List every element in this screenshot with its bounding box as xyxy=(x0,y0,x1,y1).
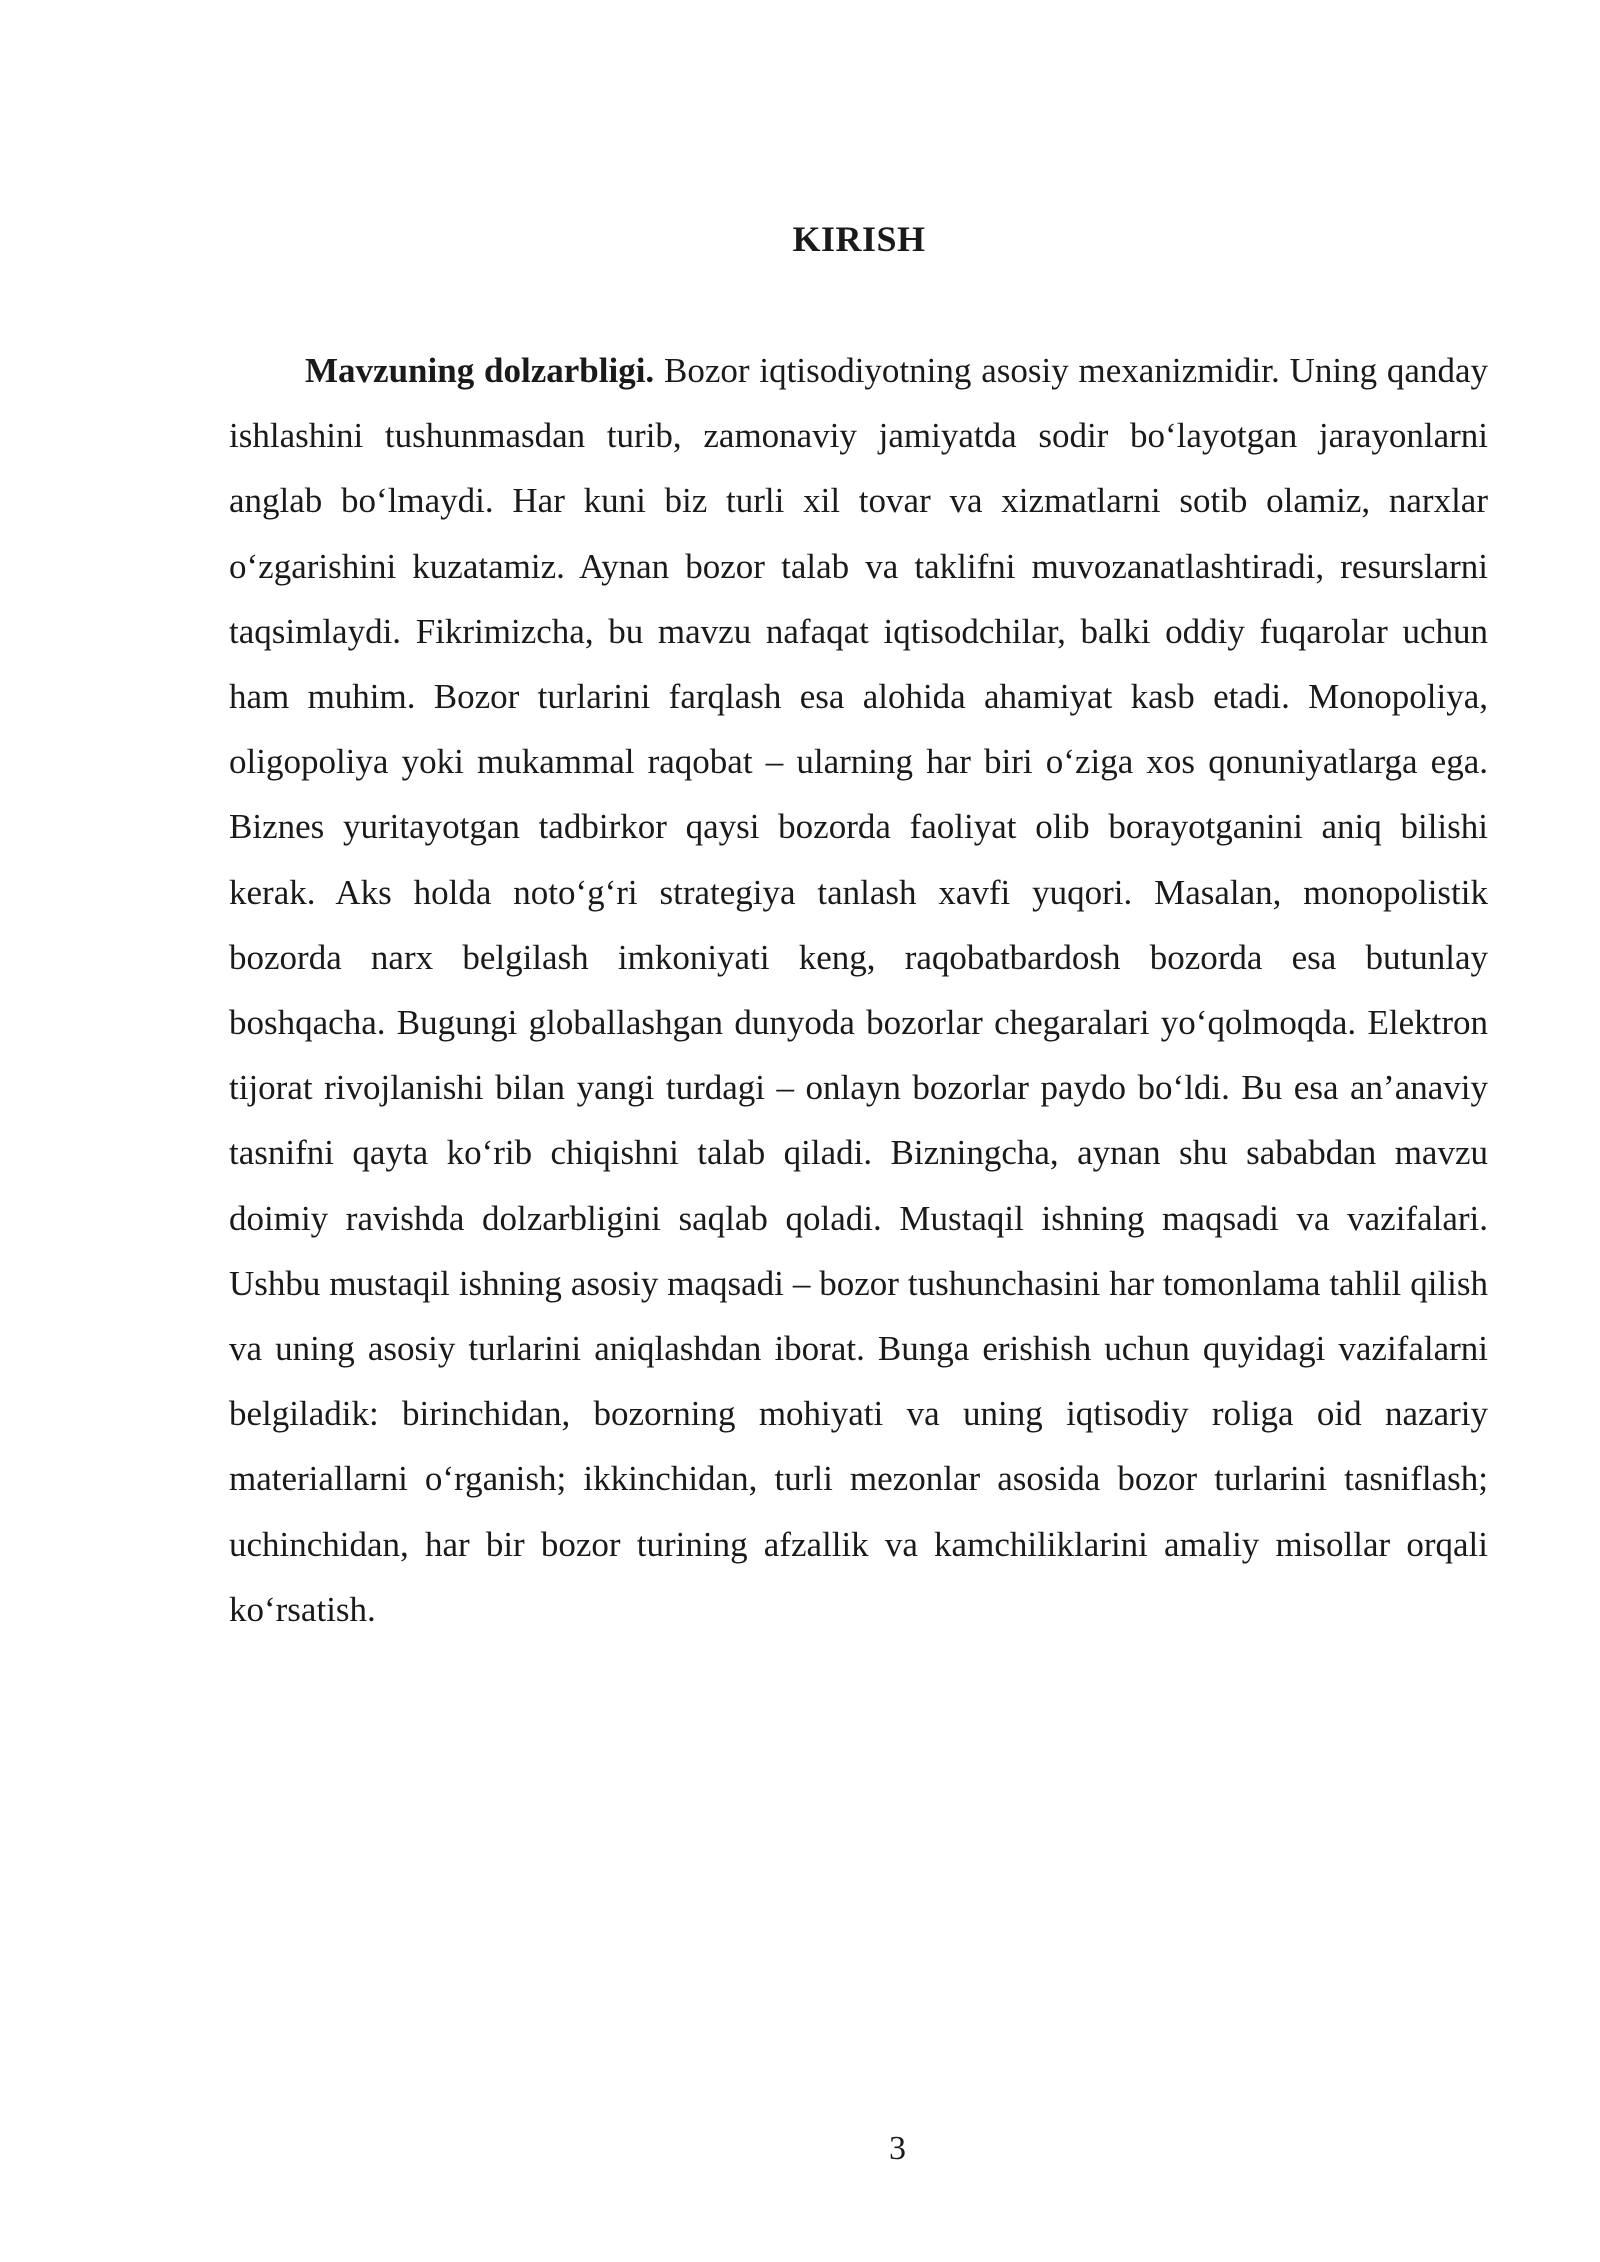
page-title: KIRISH xyxy=(792,219,926,259)
paragraph-text: Bozor iqtisodiyotning asosiy mexanizmidir. Uning qanday ishlashini tushunmasdan turib, zamonaviy jamiyatda sodir bo‘layotgan jarayonlarni anglab bo‘lmaydi. Har kuni biz turli xil tovar va xizmatlarni sotib olamiz, narxlar o‘zgarishini kuzatamiz. Aynan bozor talab va taklifni muvozanatlashtiradi, resurslarni taqsimlaydi. Fikrimizcha, bu mavzu nafaqat iqtisodchilar, balki oddiy fuqarolar uchun ham muhim. Bozor turlarini farqlash esa alohida ahamiyat kasb etadi. Monopoliya, oligopoliya yoki mukammal raqobat – ularning har biri o‘ziga xos qonuniyatlarga ega. Biznes yuritayotgan tadbirkor qaysi bozorda faoliyat olib borayotganini aniq bilishi kerak. Aks holda noto‘g‘ri strategiya tanlash xavfi yuqori. Masalan, monopolistik bozorda narx belgilash imkoniyati keng, raqobatbardosh bozorda esa butunlay boshqacha. Bugungi globallashgan dunyoda bozorlar chegaralari yo‘qolmoqda. Elektron tijorat rivojlanishi bilan yangi turdagi – onlayn bozorlar paydo bo‘ldi. Bu esa an’anaviy tasnifni qayta ko‘rib chiqishni talab qiladi. Bizningcha, aynan shu sababdan mavzu doimiy ravishda dolzarbligini saqlab qoladi. Mustaqil ishning maqsadi va vazifalari. Ushbu mustaqil ishning asosiy maqsadi – bozor tushunchasini har tomonlama tahlil qilish va uning asosiy turlarini aniqlashdan iborat. Bunga erishish uchun quyidagi vazifalarni belgiladik: birinchidan, bozorning mohiyati va uning iqtisodiy roliga oid nazariy materiallarni o‘rganish; ikkinchidan, turli mezonlar asosida bozor turlarini tasniflash; uchinchidan, har bir bozor turining afzallik va kamchiliklarini amaliy misollar orqali ko‘rsatish. xyxy=(229,351,1488,1629)
paragraph-lead-heading: Mavzuning dolzarbligi. xyxy=(305,351,655,390)
body-paragraph xyxy=(229,338,1488,1642)
page-number: 3 xyxy=(889,2130,906,2167)
